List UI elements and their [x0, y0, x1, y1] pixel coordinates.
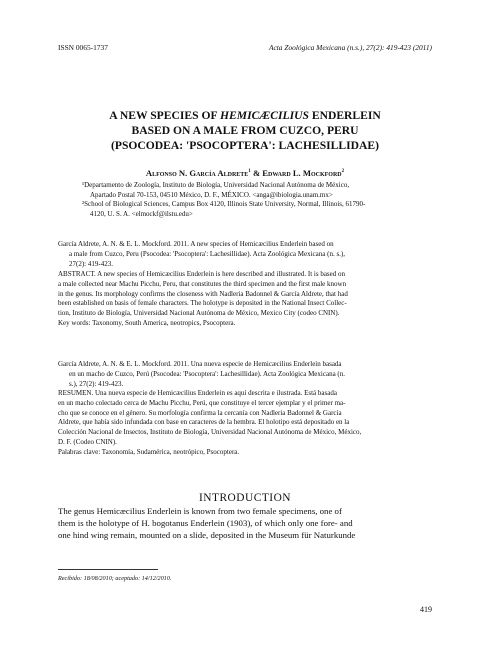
- title-line-3: (PSOCODEA: 'PSOCOPTERA': LACHESILLIDAE): [111, 139, 379, 153]
- citation-line: 27(2): 419-423.: [69, 259, 113, 268]
- palabras-clave: Palabras clave: Taxonomía, Sudamérica, neotrópico, Psocoptera.: [58, 447, 240, 456]
- intro-line: one hind wing remain, mounted on a slide, deposited in the Museum für Naturkunde: [58, 529, 356, 540]
- abstract-line: a male collected near Machu Picchu, Peru, that constitutes the third specimen and the first male known: [58, 279, 347, 288]
- abstract-line: been established on basis of female characters. The holotype is deposited in the National Insect Collec-: [58, 299, 347, 308]
- affiliations: [82, 181, 418, 220]
- page-number: 419: [420, 605, 432, 614]
- resumen-line: cho que se conoce en el género. Su morfología confirma la cercanía con Nadleria Badonnel & García: [58, 408, 342, 417]
- citation-line: a male from Cuzco, Peru (Psocodea: 'Psocoptera': Lachesillidae). Acta Zoológica Mexicana (n. s.),: [69, 249, 346, 258]
- section-heading: INTRODUCTION: [198, 492, 292, 504]
- author-2: Edward L. Mockford: [262, 168, 342, 178]
- citation-line: en un macho de Cuzco, Perú (Psocodea: 'Psocoptera': Lachesillidae). Acta Zoológica Mexicana (n.: [69, 369, 346, 378]
- journal-citation: Acta Zoológica Mexicana (n.s.), 27(2): 419-423 (2011): [268, 43, 432, 52]
- citation-line: García Aldrete, A. N. & E. L. Mockford. 2011. Una nueva especie de Hemicæcilius Enderlein basada: [58, 360, 342, 368]
- citation-line: García Aldrete, A. N. & E. L. Mockford. 2011. A new species of Hemicæcilius Enderlein based on: [58, 240, 334, 248]
- running-header: [58, 43, 432, 55]
- resumen-line: RESUMEN. Una nueva especie de Hemicæcilius Enderlein es aquí descrita e ilustrada. Está basada: [58, 389, 337, 397]
- spanish-citation: [58, 360, 432, 389]
- resumen-line: en un macho colectado cerca de Machu Picchu, Perú, que constituye el tercer ejemplar y el primer ma-: [58, 398, 346, 407]
- english-citation: [58, 240, 432, 269]
- author-line: Alfonso N. García Aldrete$^1$ & Edward L. Mockford$^2$: [145, 168, 345, 178]
- resumen-line: Colección Nacional de Insectos, Instituto de Biología, Universidad Nacional Autónoma de México, México,: [58, 428, 362, 437]
- title-line-2: BASED ON A MALE FROM CUZCO, PERU: [131, 124, 359, 138]
- title-line-1: A NEW SPECIES OF HEMICÆCILIUS ENDERLEIN: [109, 109, 381, 122]
- footnote-divider: [58, 569, 158, 570]
- author-1: Alfonso N. García Aldrete: [145, 168, 249, 178]
- affiliation-line: 4120, U. S. A. <elmockf@ilstu.edu>: [90, 210, 193, 219]
- affiliation-line: ¹Departamento de Zoología, Instituto de Biología, Universidad Nacional Autónoma de México,: [82, 181, 350, 189]
- received-date-footnote: Recibido: 18/08/2010; aceptado: 14/12/2010.: [58, 575, 172, 582]
- introduction-body: [58, 506, 432, 541]
- abstract-line: in the genus. Its morphology confirms the closeness with Nadleria Badonnel & García Aldrete, that had: [58, 289, 348, 298]
- affiliation-line: Apartado Postal 70-153, 04510 México, D. F., MÉXICO. <anga@ibiologia.unam.mx>: [90, 190, 333, 199]
- spanish-abstract: [58, 389, 432, 458]
- intro-line: them is the holotype of H. bogotanus Enderlein (1903), of which only one fore- and: [58, 517, 353, 528]
- abstract-line: tion, Instituto de Biología, Universidad Nacional Autónoma de México, Mexico City (codeo CNIN).: [58, 309, 340, 318]
- article-title: [58, 108, 432, 154]
- resumen-line: D. F. (Codeo CNIN).: [58, 437, 117, 446]
- citation-line: s.), 27(2): 419-423.: [69, 379, 124, 388]
- abstract-line: ABSTRACT. A new species of Hemicæcilius Enderlein is here described and illustrated. It is based on: [58, 270, 346, 278]
- intro-line: The genus Hemicæcilius Enderlein is known from two female specimens, one of: [58, 506, 342, 516]
- resumen-line: Aldrete, que había sido infundada con base en caracteres de la hembra. El holotipo está depositado en la: [58, 418, 350, 427]
- title-genus: HEMICÆCILIUS: [220, 109, 309, 122]
- english-abstract: [58, 270, 432, 329]
- affiliation-line: ²School of Biological Sciences, Campus Box 4120, Illinois State University, Normal, Illinois, 61790-: [82, 200, 366, 209]
- issn: ISSN 0065-1737: [58, 43, 108, 52]
- keywords: Key words: Taxonomy, South America, neotropics, Psocoptera.: [58, 318, 236, 327]
